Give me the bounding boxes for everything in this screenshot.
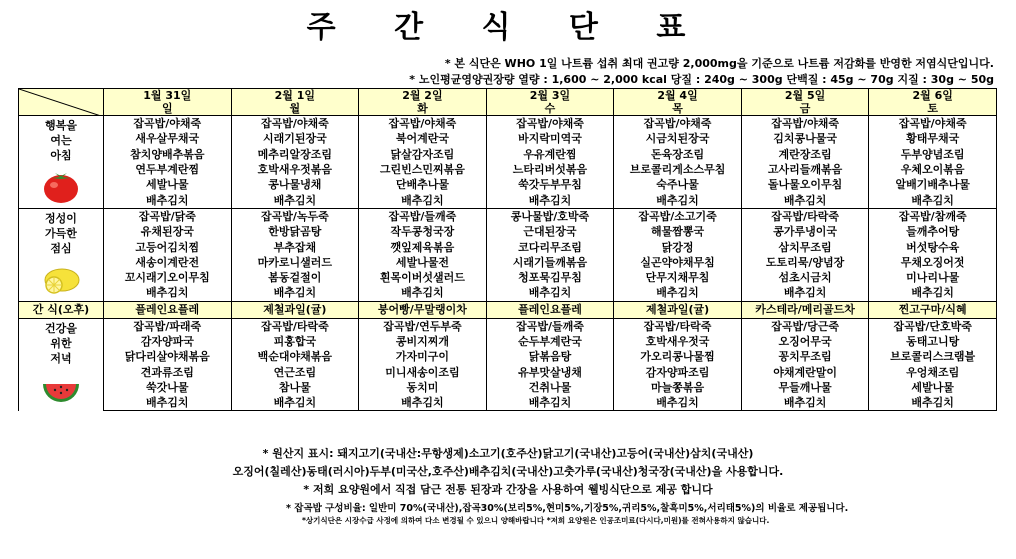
menu-item: 돌나물오이무침 — [741, 177, 869, 192]
meal-label-snack: 간 식(오후) — [19, 301, 104, 318]
watermelon-icon — [40, 370, 82, 408]
menu-item: 닭살감자조림 — [359, 147, 487, 162]
day-date: 1월 31일 — [104, 89, 232, 103]
menu-item: 가자미구이 — [359, 349, 487, 364]
menu-item: 북어계란국 — [359, 131, 487, 146]
menu-item: 잡곡밥/당근죽 — [741, 318, 869, 334]
menu-item: 순두부계란국 — [486, 334, 614, 349]
menu-item: 단무지채무침 — [614, 270, 742, 285]
day-date: 2월 1일 — [231, 89, 359, 103]
menu-item: 잡곡밥/들깨죽 — [359, 208, 487, 224]
menu-item: 잡곡밥/야채죽 — [231, 116, 359, 132]
menu-item: 잡곡밥/소고기죽 — [614, 208, 742, 224]
meal-label-line: 건강을 — [45, 322, 77, 336]
menu-item: 꽁치무조림 — [741, 349, 869, 364]
menu-item: 닭다리살야채볶음 — [104, 349, 232, 364]
menu-item: 콩나물밥/호박죽 — [486, 208, 614, 224]
menu-item: 숙주나물 — [614, 177, 742, 192]
menu-item: 잡곡밥/타락죽 — [231, 318, 359, 334]
menu-item: 미니새송이조림 — [359, 364, 487, 379]
menu-item: 브로콜리스크램블 — [869, 349, 997, 364]
day-of-week: 수 — [486, 102, 614, 116]
menu-item: 무채오징어젓 — [869, 255, 997, 270]
menu-item: 우체오이볶음 — [869, 162, 997, 177]
meal-label-line: 위한 — [50, 337, 72, 351]
menu-item: 섬초시금치 — [741, 270, 869, 285]
menu-item: 배추김치 — [359, 192, 487, 208]
menu-item: 잡곡밥/닭죽 — [104, 208, 232, 224]
day-date: 2월 5일 — [741, 89, 869, 103]
menu-item: 미나리나물 — [869, 270, 997, 285]
menu-item: 배추김치 — [614, 285, 742, 301]
menu-item: 세발나물 — [869, 380, 997, 395]
menu-item: 잡곡밥/야채죽 — [869, 116, 997, 132]
weekly-menu-table — [18, 88, 997, 411]
menu-item: 배추김치 — [104, 395, 232, 411]
day-of-week: 일 — [104, 102, 232, 116]
menu-item: 계란장조림 — [741, 147, 869, 162]
menu-item: 연근조림 — [231, 364, 359, 379]
menu-item: 버섯탕수육 — [869, 239, 997, 254]
day-date: 2월 4일 — [614, 89, 742, 103]
menu-item: 봄동겉절이 — [231, 270, 359, 285]
menu-item: 잡곡밥/야채죽 — [486, 116, 614, 132]
menu-item: 감자양파조림 — [614, 364, 742, 379]
snack-item: 카스테라/메리골드차 — [741, 301, 869, 318]
menu-item: 콩비지찌개 — [359, 334, 487, 349]
meal-label-dinner — [19, 318, 104, 411]
menu-item: 배추김치 — [869, 285, 997, 301]
menu-item: 참나물 — [231, 380, 359, 395]
menu-item: 배추김치 — [614, 192, 742, 208]
day-of-week: 화 — [359, 102, 487, 116]
menu-item: 쑥갓두부무침 — [486, 177, 614, 192]
menu-item: 청포묵김무침 — [486, 270, 614, 285]
meal-label-line: 행복을 — [45, 119, 77, 133]
meal-label-line: 아침 — [50, 149, 72, 163]
menu-item: 삼치무조림 — [741, 239, 869, 254]
menu-item: 호박새우젓국 — [614, 334, 742, 349]
header-corner — [19, 89, 104, 116]
menu-item: 깻잎제육볶음 — [359, 239, 487, 254]
menu-item: 무들깨나물 — [741, 380, 869, 395]
menu-item: 잡곡밥/연두부죽 — [359, 318, 487, 334]
meal-label-line: 정성이 — [45, 212, 77, 226]
day-of-week: 목 — [614, 102, 742, 116]
menu-item: 배추김치 — [231, 192, 359, 208]
menu-item: 배추김치 — [614, 395, 742, 411]
menu-item: 그린빈스민찌볶음 — [359, 162, 487, 177]
meal-label-line: 점심 — [50, 242, 72, 256]
menu-item: 고등어김치찜 — [104, 239, 232, 254]
menu-item: 단배추나물 — [359, 177, 487, 192]
menu-item: 잡곡밥/야채죽 — [104, 116, 232, 132]
menu-item: 야채계란말이 — [741, 364, 869, 379]
meal-label-lunch — [19, 208, 104, 301]
day-date: 2월 3일 — [486, 89, 614, 103]
menu-item: 배추김치 — [359, 395, 487, 411]
day-of-week: 금 — [741, 102, 869, 116]
menu-item: 우유계란찜 — [486, 147, 614, 162]
menu-item: 부추잡채 — [231, 239, 359, 254]
menu-item: 잡곡밥/참깨죽 — [869, 208, 997, 224]
menu-item: 오징어무국 — [741, 334, 869, 349]
menu-item: 마카로니샐러드 — [231, 255, 359, 270]
menu-item: 배추김치 — [741, 192, 869, 208]
menu-item: 배추김치 — [869, 395, 997, 411]
menu-item: 두부양념조림 — [869, 147, 997, 162]
meal-label-line: 저녁 — [50, 352, 72, 366]
snack-item: 제철과일(귤) — [614, 301, 742, 318]
menu-item: 시래기들깨볶음 — [486, 255, 614, 270]
menu-item: 돈육장조림 — [614, 147, 742, 162]
menu-item: 배추김치 — [231, 285, 359, 301]
menu-item: 유채된장국 — [104, 224, 232, 239]
footer-origin-2: 오징어(칠레산)동태(러시아)두부(미국산,호주산)배추김치(국내산)고춧가루(국내산)청국장(국내산)을 사용합니다. — [232, 465, 784, 478]
diagonal-divider — [19, 89, 104, 116]
menu-item: 시금치된장국 — [614, 131, 742, 146]
menu-item: 코다리무조림 — [486, 239, 614, 254]
menu-item: 느타리버섯볶음 — [486, 162, 614, 177]
menu-item: 바지락미역국 — [486, 131, 614, 146]
menu-item: 참치양배추볶음 — [104, 147, 232, 162]
menu-item: 견과류조림 — [104, 364, 232, 379]
meal-label-breakfast — [19, 116, 104, 209]
menu-item: 배추김치 — [741, 395, 869, 411]
snack-item: 플레인요플레 — [486, 301, 614, 318]
menu-item: 백순대야채볶음 — [231, 349, 359, 364]
menu-item: 브로콜리게소스무침 — [614, 162, 742, 177]
menu-item: 잡곡밥/단호박죽 — [869, 318, 997, 334]
menu-item: 감자양파국 — [104, 334, 232, 349]
menu-item: 세발나물전 — [359, 255, 487, 270]
menu-item: 동태고니탕 — [869, 334, 997, 349]
menu-item: 도토리묵/양념장 — [741, 255, 869, 270]
menu-item: 건취나물 — [486, 380, 614, 395]
menu-item: 배추김치 — [104, 192, 232, 208]
menu-item: 호박새우젓볶음 — [231, 162, 359, 177]
menu-item: 가오리콩나물찜 — [614, 349, 742, 364]
menu-item: 피홍합국 — [231, 334, 359, 349]
menu-item: 잡곡밥/들깨죽 — [486, 318, 614, 334]
footer-grain-ratio: * 잡곡밥 구성비율: 일반미 70%(국내산),잡곡30%(보리5%,현미5%,기장5%,귀리5%,찰흑미5%,서리태5%)의 비율로 제공됩니다. — [286, 503, 849, 514]
menu-item: 배추김치 — [104, 285, 232, 301]
snack-item: 플레인요플레 — [104, 301, 232, 318]
menu-item: 콩나물냉채 — [231, 177, 359, 192]
menu-item: 잡곡밥/녹두죽 — [231, 208, 359, 224]
menu-item: 잡곡밥/파래죽 — [104, 318, 232, 334]
menu-item: 해물짬뽕국 — [614, 224, 742, 239]
menu-item: 연두부계란찜 — [104, 162, 232, 177]
menu-item: 콩가루냉이국 — [741, 224, 869, 239]
menu-item: 김치콩나물국 — [741, 131, 869, 146]
menu-item: 잡곡밥/야채죽 — [614, 116, 742, 132]
menu-item: 꼬시래기오이무침 — [104, 270, 232, 285]
menu-item: 시래기된장국 — [231, 131, 359, 146]
day-date: 2월 2일 — [359, 89, 487, 103]
menu-item: 실곤약야채무침 — [614, 255, 742, 270]
lemon-icon — [40, 260, 82, 298]
menu-item: 유부맛살냉채 — [486, 364, 614, 379]
snack-item: 붕어빵/무말랭이차 — [359, 301, 487, 318]
menu-item: 흰목이버섯샐러드 — [359, 270, 487, 285]
snack-item: 제철과일(귤) — [231, 301, 359, 318]
meal-label-line: 여는 — [50, 134, 72, 148]
menu-item: 닭볶음탕 — [486, 349, 614, 364]
menu-item: 잡곡밥/타락죽 — [614, 318, 742, 334]
menu-item: 작두콩청국장 — [359, 224, 487, 239]
menu-item: 잡곡밥/타락죽 — [741, 208, 869, 224]
menu-item: 고사리들깨볶음 — [741, 162, 869, 177]
menu-item: 배추김치 — [741, 285, 869, 301]
meal-label-line: 가득한 — [45, 227, 77, 241]
menu-item: 우엉채조림 — [869, 364, 997, 379]
menu-item: 새우살무채국 — [104, 131, 232, 146]
day-of-week: 토 — [869, 102, 997, 116]
notice-nutrition: * 노인평균영양권장량 열량 : 1,600 ~ 2,000 kcal 당질 : 240g ~ 300g 단백질 : 45g ~ 70g 지질 : 30g ~ 50g — [409, 73, 994, 86]
menu-item: 쑥갓나물 — [104, 380, 232, 395]
footer-origin-1: * 원산지 표시: 돼지고기(국내산:무항생제)소고기(호주산)닭고기(국내산)고등어(국내산)삼치(국내산) — [262, 447, 754, 460]
day-date: 2월 6일 — [869, 89, 997, 103]
menu-item: 잡곡밥/야채죽 — [741, 116, 869, 132]
menu-item: 알배기배추나물 — [869, 177, 997, 192]
menu-item: 새송이계란전 — [104, 255, 232, 270]
snack-item: 찐고구마/식혜 — [869, 301, 997, 318]
menu-item: 한방닭곰탕 — [231, 224, 359, 239]
menu-item: 배추김치 — [486, 192, 614, 208]
menu-item: 배추김치 — [486, 285, 614, 301]
footer-disclaimer: *상기식단은 시장수급 사정에 의하여 다소 변경될 수 있으니 양해바랍니다 *저희 요양원은 인공조미료(다시다,미원)를 전혀사용하지 않습니다. — [302, 516, 770, 525]
menu-item: 메추리알장조림 — [231, 147, 359, 162]
menu-item: 근대된장국 — [486, 224, 614, 239]
menu-item: 배추김치 — [359, 285, 487, 301]
notice-low-sodium: * 본 식단은 WHO 1일 나트륨 섭취 최대 권고량 2,000mg을 기준으로 나트륨 저감화를 반영한 저염식단입니다. — [444, 57, 994, 70]
day-of-week: 월 — [231, 102, 359, 116]
menu-item: 배추김치 — [869, 192, 997, 208]
tomato-icon — [40, 167, 82, 205]
menu-item: 동치미 — [359, 380, 487, 395]
footer-soy-sauce: * 저희 요양원에서 직접 담근 전통 된장과 간장을 사용하여 웰빙식단으로 제공 합니다 — [303, 483, 713, 496]
menu-item: 세발나물 — [104, 177, 232, 192]
menu-item: 마늘쫑볶음 — [614, 380, 742, 395]
menu-item: 들깨추어탕 — [869, 224, 997, 239]
menu-item: 닭강정 — [614, 239, 742, 254]
page-title: 주 간 식 단 표 — [306, 10, 710, 45]
menu-item: 배추김치 — [231, 395, 359, 411]
menu-item: 배추김치 — [486, 395, 614, 411]
menu-item: 잡곡밥/야채죽 — [359, 116, 487, 132]
menu-item: 황태무채국 — [869, 131, 997, 146]
